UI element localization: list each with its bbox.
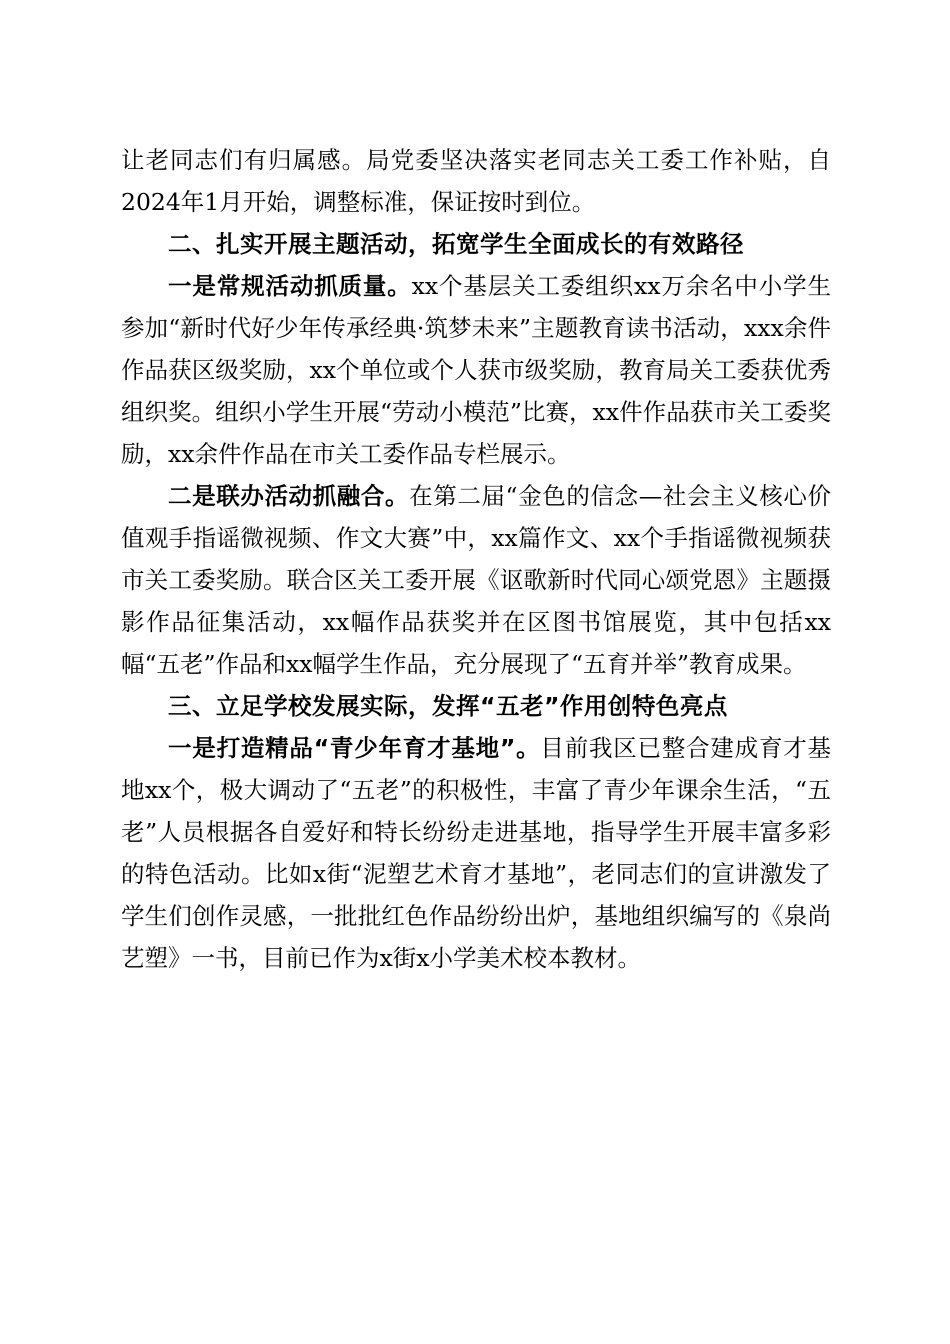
- paragraph-lead: 一是常规活动抓质量。: [168, 272, 412, 300]
- section-heading-3: 三、立足学校发展实际，发挥“五老”作用创特色亮点: [168, 692, 728, 720]
- paragraph-lead: 二是联办活动抓融合。: [168, 482, 410, 510]
- paragraph-body: xx个基层关工委组织xx万余名中小学生参加“新时代好少年传承经典·筑梦未来”主题教育读书活动，xxx余件作品获区级奖励，xx个单位或个人获市级奖励，教育局关工委获优秀组织奖。组织小学生开展“劳动小模范”比赛，xx件作品获市关工委奖励，xx余件作品在市关工委作品专栏展示。: [121, 272, 832, 468]
- document-page: [121, 139, 831, 979]
- paragraph-lead: 一是打造精品“青少年育才基地”。: [168, 734, 541, 762]
- paragraph-body: 目前我区已整合建成育才基地xx个，极大调动了“五老”的积极性，丰富了青少年课余生活，“五老”人员根据各自爱好和特长纷纷走进基地，指导学生开展丰富多彩的特色活动。比如x街“泥塑艺术育才基地”，老同志们的宣讲激发了学生们创作灵感，一批批红色作品纷纷出炉，基地组织编写的《泉尚艺塑》一书，目前已作为x街x小学美术校本教材。: [121, 734, 832, 972]
- paragraph-section2-item2: [121, 475, 831, 685]
- section-heading-2: 二、扎实开展主题活动，拓宽学生全面成长的有效路径: [168, 230, 744, 258]
- paragraph-section3-item1: [121, 727, 831, 979]
- paragraph-continuation: 让老同志们有归属感。局党委坚决落实老同志关工委工作补贴，自2024年1月开始，调整标准，保证按时到位。: [121, 146, 831, 216]
- paragraph-body: 在第二届“金色的信念—社会主义核心价值观手指谣微视频、作文大赛”中，xx篇作文、xx个手指谣微视频获市关工委奖励。联合区关工委开展《讴歌新时代同心颂党恩》主题摄影作品征集活动，xx幅作品获奖并在区图书馆展览，其中包括xx幅“五老”作品和xx幅学生作品，充分展现了“五育并举”教育成果。: [121, 482, 832, 678]
- paragraph-section2-item1: [121, 265, 831, 475]
